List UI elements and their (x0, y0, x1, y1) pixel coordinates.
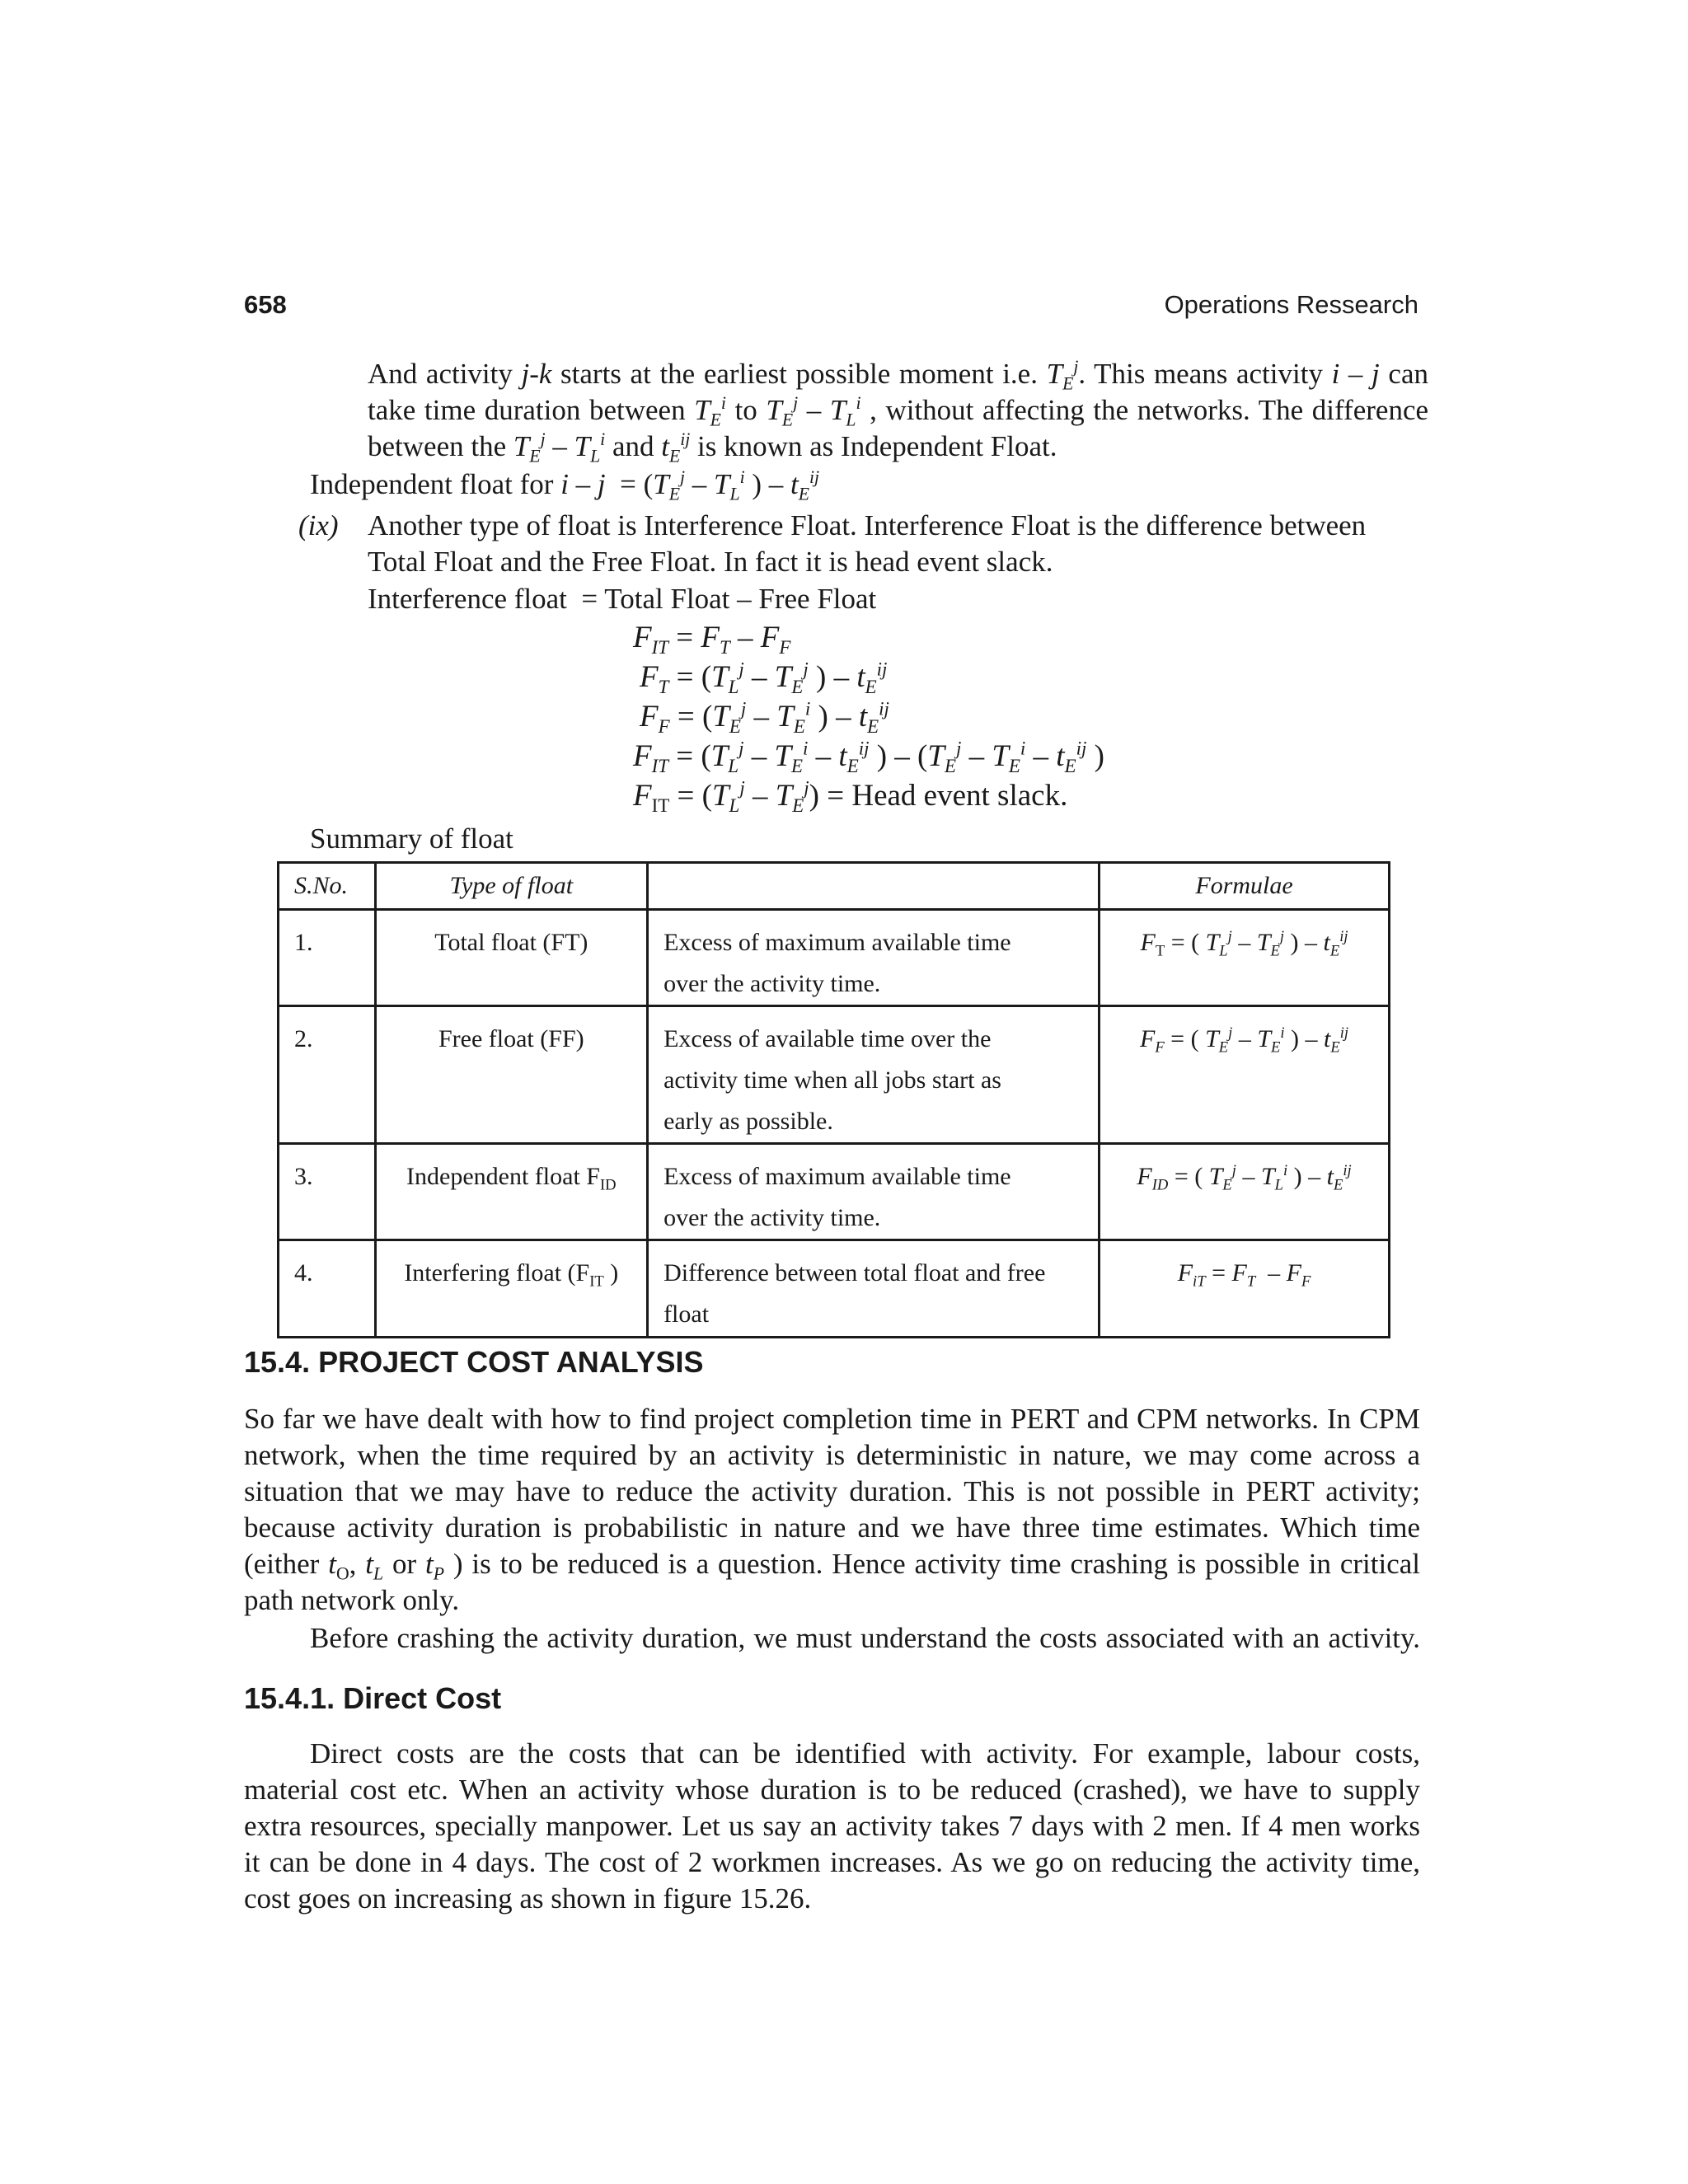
paragraph-line: (either $t_O$, $t_L$ or $t_P$ ) is to be reduced is a question. Hence activity time crashing is possible in critical (244, 1548, 1421, 1584)
item-ix-line2: Total Float and the Free Float. In fact it is head event slack. (368, 546, 1053, 578)
cell-sno: 3. (279, 1144, 376, 1240)
eq-fit-2: $F_{IT} = (T_L^j - T_E^i - t_E^{ij}$ ) – ($T_E^j - T_E^i - t_E^{ij}$ ) (633, 738, 1104, 777)
para1-line1: And activity j-k starts at the earliest possible moment i.e. $T_E^j$. This means activity i – j can (368, 356, 1428, 394)
interference-float-eq: Interference float = Total Float – Free Float (368, 583, 877, 615)
eq-ff: $F_F = (T_E^j - T_E^i$ ) – $t_E^{ij}$ (640, 698, 889, 738)
cell-description: Difference between total float and free float (648, 1240, 1100, 1338)
table-row (279, 910, 1390, 1006)
col-header-description (648, 863, 1100, 910)
paragraph-line: extra resources, specially manpower. Let us say an activity takes 7 days with 2 men. If 4 men works (244, 1810, 1420, 1842)
cell-type: Independent float $F_{ID}$ (375, 1144, 648, 1240)
paragraph-line: it can be done in 4 days. The cost of 2 workmen increases. As we go on reducing the activity time, (244, 1846, 1420, 1878)
cell-type: Total float (FT) (375, 910, 648, 1006)
table-header-row (279, 863, 1390, 910)
cell-formula: $F_{ID}$ = ( $T_E^j - T_L^i$ ) – $t_E^{ij}$ (1100, 1144, 1390, 1240)
item-ix-marker: (ix) (298, 509, 339, 541)
cell-description: Excess of available time over the activity time when all jobs start as early as possible. (648, 1006, 1100, 1144)
paragraph-line: network, when the time required by an activity is deterministic in nature, we may come across a (244, 1439, 1420, 1471)
table-row (279, 1240, 1390, 1338)
table-row (279, 1006, 1390, 1144)
cell-sno: 2. (279, 1006, 376, 1144)
section-heading-15-4-1: 15.4.1. Direct Cost (244, 1681, 502, 1715)
cell-type: Interfering float ($F_{IT}$ ) (375, 1240, 648, 1338)
cell-sno: 4. (279, 1240, 376, 1338)
eq-ft: $F_T = (T_L^j - T_E^j$ ) – $t_E^{ij}$ (640, 658, 888, 698)
paragraph-line: situation that we may have to reduce the activity duration. This is not possible in PERT activity; (244, 1475, 1420, 1507)
independent-float-formula: Independent float for $i - j = (T_E^j - T_L^i$ ) – $t_E^{ij}$ (310, 466, 820, 504)
table-row (279, 1144, 1390, 1240)
page-number: 658 (244, 290, 287, 319)
section-heading-15-4: 15.4. PROJECT COST ANALYSIS (244, 1345, 704, 1379)
cell-type: Free float (FF) (375, 1006, 648, 1144)
paragraph-line: path network only. (244, 1584, 460, 1616)
para1-line2: take time duration between $T_E^i$ to $T_E^j - T_L^i$ , without affecting the networks. The difference (368, 392, 1429, 430)
col-header-sno: S.No. (279, 863, 376, 910)
float-summary-table (277, 861, 1390, 1338)
col-header-formulae: Formulae (1100, 863, 1390, 910)
cell-formula: $F_T$ = ( $T_L^j - T_E^j$ ) – $t_E^{ij}$ (1100, 910, 1390, 1006)
paragraph-line: Direct costs are the costs that can be identified with activity. For example, labour costs, (310, 1737, 1420, 1769)
paragraph-line: cost goes on increasing as shown in figure 15.26. (244, 1882, 812, 1915)
cell-description: Excess of maximum available time over the activity time. (648, 910, 1100, 1006)
paragraph-line: because activity duration is probabilistic in nature and we have three time estimates. Which time (244, 1511, 1420, 1544)
paragraph-line: material cost etc. When an activity whose duration is to be reduced (crashed), we have to supply (244, 1774, 1420, 1806)
eq-fit-3: $F_{IT} = (T_L^j - T_E^j)$ = Head event slack. (633, 777, 1068, 817)
item-ix-line1: Another type of float is Interference Float. Interference Float is the difference between (368, 509, 1367, 541)
cell-formula: $F_{iT} = F_T - F_F$ (1100, 1240, 1390, 1338)
cell-sno: 1. (279, 910, 376, 1006)
eq-fit-1: $F_{IT} = F_T - F_F$ (633, 621, 791, 658)
cell-formula: $F_F$ = ( $T_E^j - T_E^i$ ) – $t_E^{ij}$ (1100, 1006, 1390, 1144)
paragraph-line: Before crashing the activity duration, we must understand the costs associated with an activity. (310, 1622, 1420, 1654)
summary-label: Summary of float (310, 823, 513, 855)
running-title: Operations Ressearch (1164, 290, 1418, 319)
cell-description: Excess of maximum available time over the activity time. (648, 1144, 1100, 1240)
para1-line3: between the $T_E^j - T_L^i$ and $t_E^{ij}$ is known as Independent Float. (368, 429, 1057, 466)
paragraph-line: So far we have dealt with how to find project completion time in PERT and CPM networks. In CPM (244, 1403, 1420, 1435)
col-header-type: Type of float (375, 863, 648, 910)
